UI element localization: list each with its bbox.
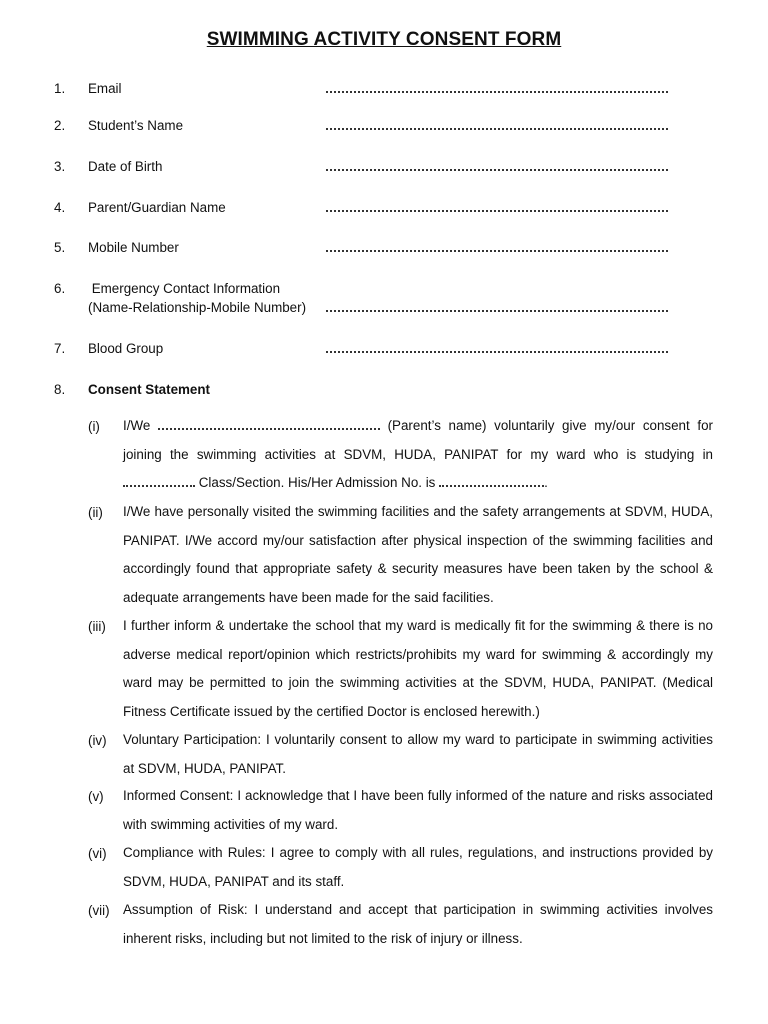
mobile-number-field[interactable] xyxy=(326,244,668,252)
clause-number: (i) xyxy=(88,419,100,434)
consent-clause-iii: I further inform & undertake the school that my ward is medically fit for the swimming & there is no adverse medical report/opinion which restricts/prohibits my ward for swimming & accordingly my ward may be permitted to join the swimming activities at the SDVM, HUDA, PANIPAT. (Medical Fitness Certificate issued by the certified Doctor is enclosed herewith.) xyxy=(123,618,713,719)
consent-clause-i: I/We (Parent’s name) voluntarily give my/our consent for joining the swimming activities at SDVM, HUDA, PANIPAT for my ward who is studying in Class/Section. His/Her Admission No. is . xyxy=(123,418,713,490)
form-title: SWIMMING ACTIVITY CONSENT FORM xyxy=(206,29,562,50)
blood-group-field[interactable] xyxy=(326,345,668,353)
email-label: Email xyxy=(88,81,122,96)
field-number: 3. xyxy=(54,159,66,174)
consent-clause-ii: I/We have personally visited the swimming facilities and the safety arrangements at SDVM, HUDA, PANIPAT. I/We accord my/our satisfaction after physical inspection of the swimming facilities and accordingly found that appropriate safety & security measures have been taken by the school & adequate arrangements have been made for the said facilities. xyxy=(123,504,713,605)
clause-number: (ii) xyxy=(88,505,103,520)
admission-number-blank[interactable] xyxy=(439,475,544,487)
date-of-birth-field[interactable] xyxy=(326,163,668,171)
date-of-birth-label: Date of Birth xyxy=(88,159,163,174)
consent-heading: Consent Statement xyxy=(88,382,211,397)
mobile-number-label: Mobile Number xyxy=(88,240,179,255)
clause-i-start: I/We xyxy=(123,418,151,433)
consent-clause-v: Informed Consent: I acknowledge that I have been fully informed of the nature and risks associated with swimming activities of my ward. xyxy=(123,788,713,832)
clause-number: (vi) xyxy=(88,846,107,861)
section-number: 8. xyxy=(54,382,66,397)
email-field[interactable] xyxy=(326,85,668,93)
parent-name-blank[interactable] xyxy=(158,418,380,430)
student-name-label: Student’s Name xyxy=(88,118,184,133)
guardian-name-field[interactable] xyxy=(326,204,668,212)
consent-clause-vii: Assumption of Risk: I understand and accept that participation in swimming activities involves inherent risks, including but not limited to the risk of injury or illness. xyxy=(123,902,713,946)
consent-clause-vi: Compliance with Rules: I agree to comply with all rules, regulations, and instructions provided by SDVM, HUDA, PANIPAT and its staff. xyxy=(123,845,713,889)
clause-number: (vii) xyxy=(88,903,110,918)
consent-clause-iv: Voluntary Participation: I voluntarily consent to allow my ward to participate in swimming activities at SDVM, HUDA, PANIPAT. xyxy=(123,732,713,776)
clause-number: (iii) xyxy=(88,619,106,634)
clause-number: (iv) xyxy=(88,733,107,748)
field-number: 4. xyxy=(54,200,66,215)
emergency-contact-field[interactable] xyxy=(326,304,668,312)
emergency-contact-label: Emergency Contact Information xyxy=(88,281,281,296)
clause-i-end: Class/Section. His/Her Admission No. is xyxy=(198,475,436,490)
field-number: 6. xyxy=(54,281,66,296)
field-number: 1. xyxy=(54,81,66,96)
field-number: 7. xyxy=(54,341,66,356)
student-name-field[interactable] xyxy=(326,122,668,130)
clause-i-middle: (Parent’s name) voluntarily give my/our consent for joining the swimming activities at SDVM, HUDA, PANIPAT for my ward who is studying in xyxy=(123,418,713,462)
field-number: 2. xyxy=(54,118,66,133)
emergency-contact-sublabel: (Name-Relationship-Mobile Number) xyxy=(88,300,307,315)
clause-number: (v) xyxy=(88,789,104,804)
guardian-name-label: Parent/Guardian Name xyxy=(88,200,226,215)
class-section-blank[interactable] xyxy=(123,475,195,487)
field-number: 5. xyxy=(54,240,66,255)
blood-group-label: Blood Group xyxy=(88,341,164,356)
